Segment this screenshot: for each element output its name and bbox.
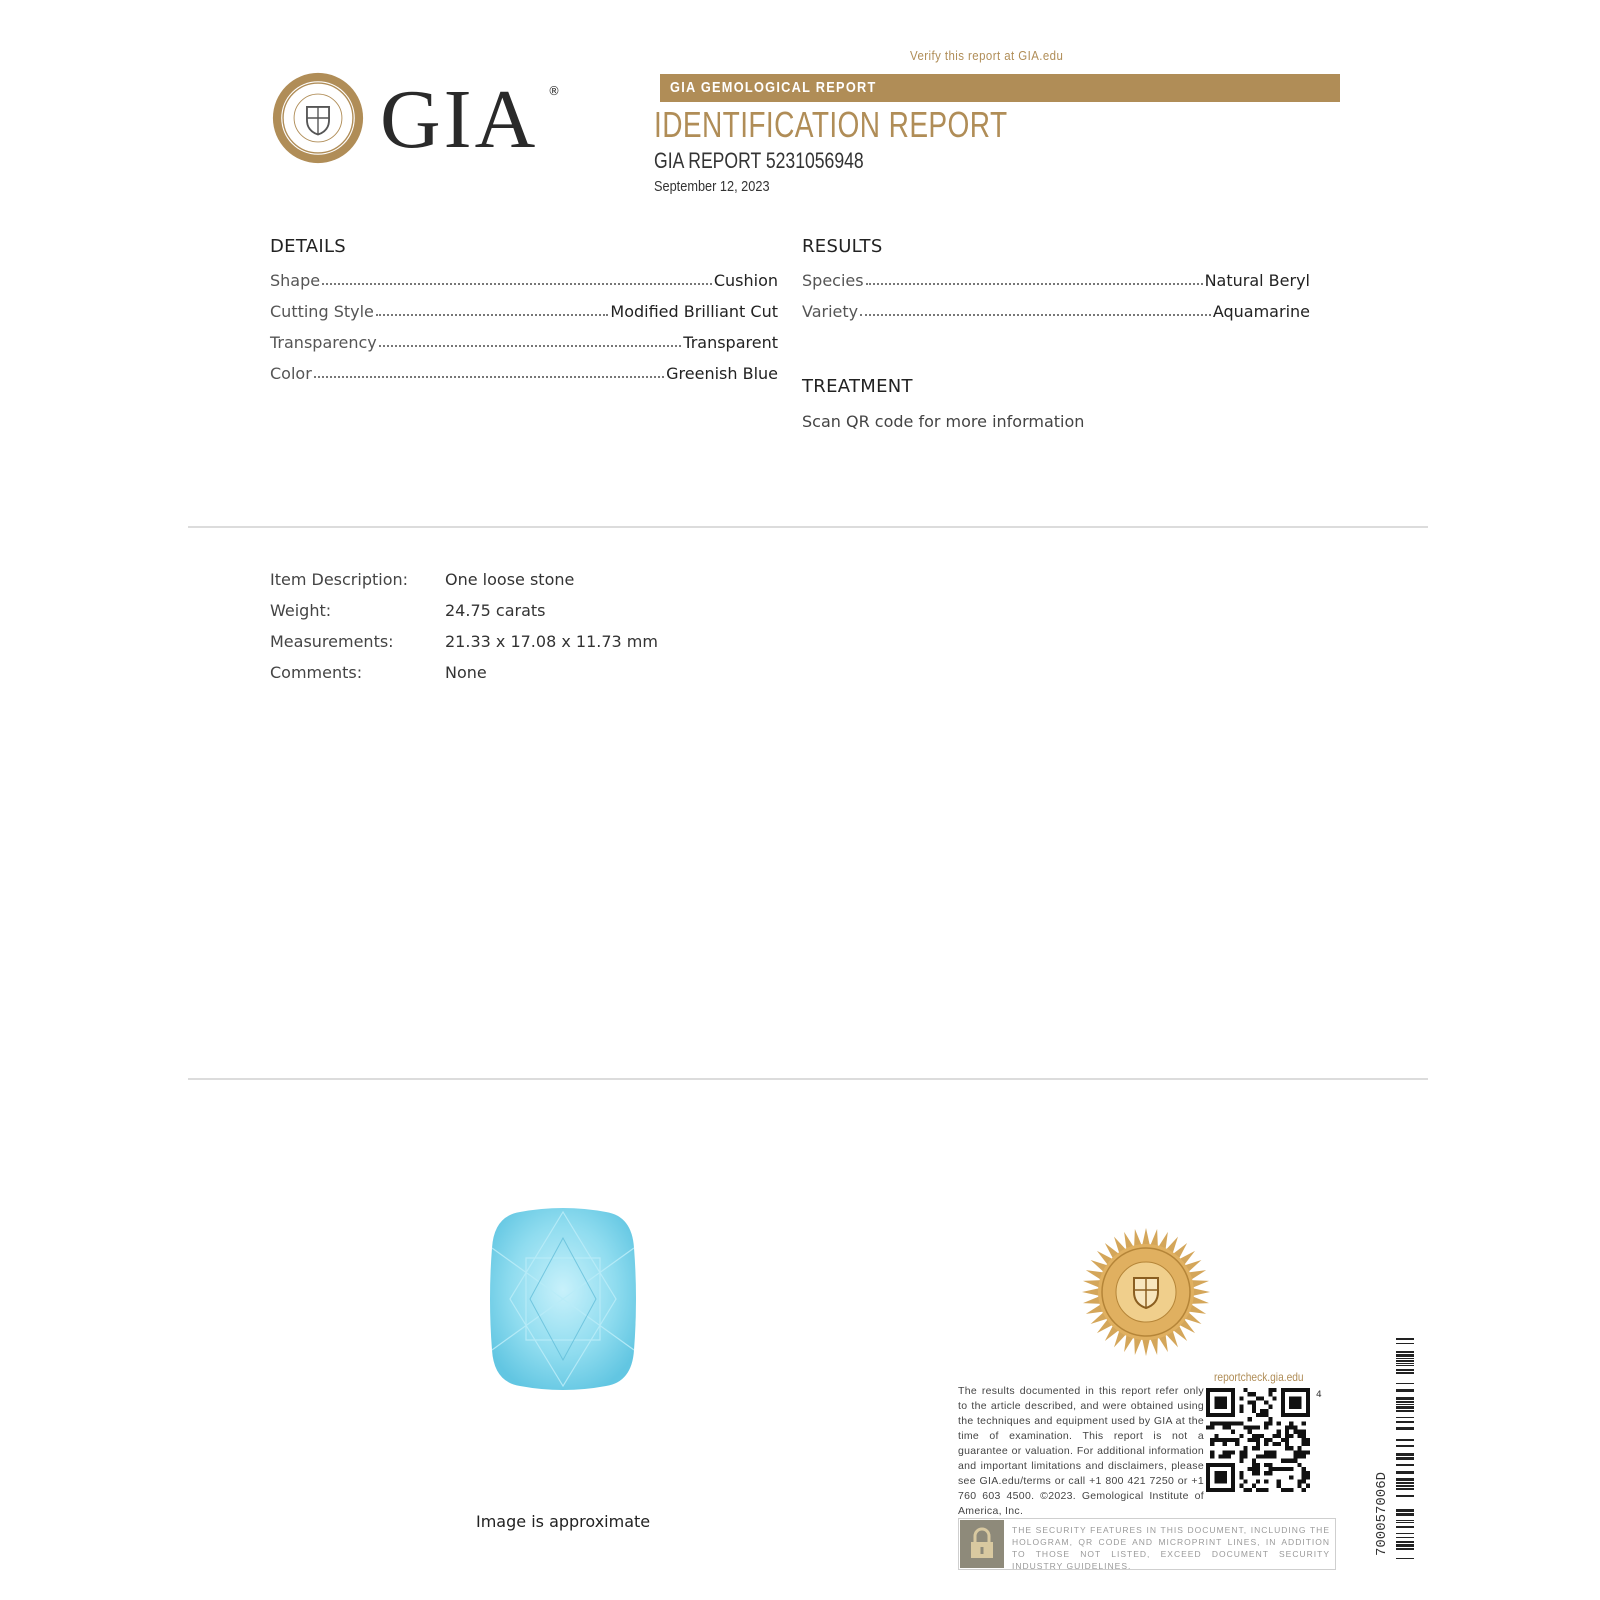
item-row	[270, 601, 658, 632]
item-row	[270, 632, 658, 663]
details-section	[270, 236, 778, 392]
divider	[188, 526, 1428, 528]
gemstone-image	[490, 1208, 636, 1390]
barcode	[1396, 1338, 1414, 1560]
band-label: GIA GEMOLOGICAL REPORT	[670, 79, 877, 96]
image-caption: Image is approximate	[476, 1512, 651, 1531]
dot-leader	[860, 314, 1211, 316]
item-row	[270, 570, 658, 601]
details-value: Greenish Blue	[666, 364, 778, 383]
gia-wordmark: GIA	[380, 73, 539, 166]
item-value: 24.75 carats	[445, 601, 546, 620]
hologram-seal	[1080, 1226, 1212, 1358]
results-heading: RESULTS	[802, 236, 883, 257]
details-value: Modified Brilliant Cut	[610, 302, 778, 321]
item-label: Measurements:	[270, 632, 394, 651]
lock-icon	[960, 1520, 1004, 1568]
dot-leader	[314, 376, 664, 378]
item-description-section	[270, 570, 658, 694]
report-title: IDENTIFICATION REPORT	[654, 104, 1008, 145]
serial-number: 700057006D	[1374, 1471, 1390, 1556]
details-row	[270, 361, 778, 383]
gia-seal-logo	[272, 72, 364, 164]
details-label: Shape	[270, 271, 321, 290]
qr-number: 4	[1316, 1390, 1322, 1400]
details-row	[270, 299, 778, 321]
dot-leader	[376, 314, 609, 316]
security-notice-text: THE SECURITY FEATURES IN THIS DOCUMENT, INCLUDING THE HOLOGRAM, QR CODE AND MICROPRINT LINES, IN ADDITION TO THOSE NOT LISTED, EXCEED DOCUMENT SECURITY INDUSTRY GUIDELINES.	[1012, 1525, 1330, 1571]
results-label: Species	[802, 271, 864, 290]
qr-code[interactable]	[1206, 1388, 1310, 1492]
details-label: Cutting Style	[270, 302, 374, 321]
details-value: Transparent	[683, 333, 778, 352]
verify-link[interactable]: Verify this report at GIA.edu	[910, 48, 1064, 63]
divider	[188, 1078, 1428, 1080]
results-value: Aquamarine	[1212, 302, 1310, 321]
legal-disclaimer: The results documented in this report refer only to the article described, and were obtained using the techniques and equipment used by GIA at the time of examination. This report is not a guarantee or valuation. For additional information and important limitations and disclaimers, please see GIA.edu/terms or call +1 800 421 7250 or +1 760 603 4500. ©2023. Gemological Institute of America, Inc.	[958, 1385, 1204, 1517]
report-number: GIA REPORT 5231056948	[654, 148, 864, 173]
item-value: 21.33 x 17.08 x 11.73 mm	[445, 632, 658, 651]
results-section	[802, 236, 1310, 330]
results-value: Natural Beryl	[1204, 271, 1310, 290]
results-label: Variety	[802, 302, 859, 321]
treatment-heading: TREATMENT	[802, 376, 913, 397]
treatment-note: Scan QR code for more information	[802, 412, 1085, 431]
item-label: Comments:	[270, 663, 363, 682]
item-value: One loose stone	[445, 570, 575, 589]
details-label: Transparency	[270, 333, 377, 352]
item-label: Weight:	[270, 601, 332, 620]
item-label: Item Description:	[270, 570, 409, 589]
dot-leader	[866, 283, 1203, 285]
report-date: September 12, 2023	[654, 178, 770, 195]
details-label: Color	[270, 364, 312, 383]
details-row	[270, 268, 778, 290]
details-row	[270, 330, 778, 352]
dot-leader	[322, 283, 712, 285]
item-value: None	[445, 663, 487, 682]
reportcheck-link[interactable]: reportcheck.gia.edu	[1214, 1370, 1304, 1384]
details-value: Cushion	[713, 271, 778, 290]
results-row	[802, 268, 1310, 290]
results-row	[802, 299, 1310, 321]
registered-mark: ®	[548, 84, 560, 98]
item-row	[270, 663, 658, 694]
dot-leader	[379, 345, 682, 347]
details-heading: DETAILS	[270, 236, 347, 257]
